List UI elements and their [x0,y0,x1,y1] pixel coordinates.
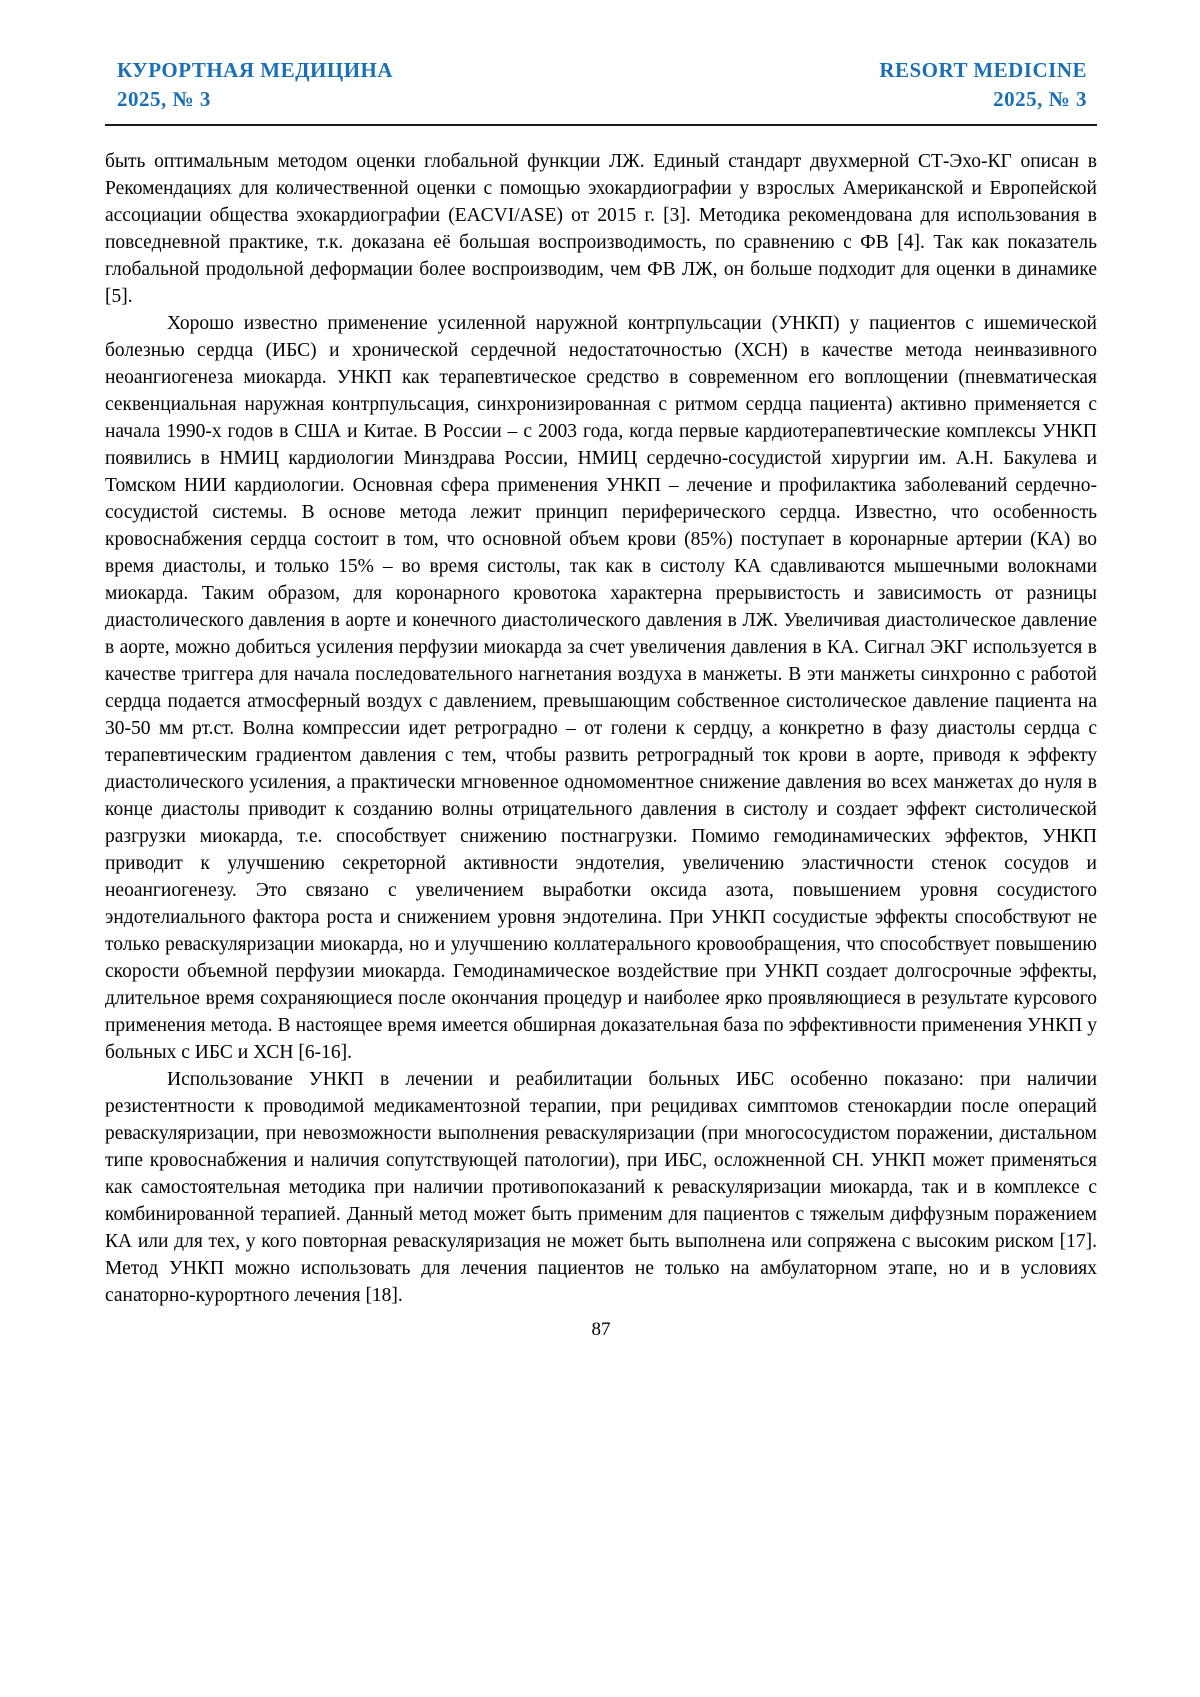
journal-issue-en: 2025, № 3 [993,87,1087,111]
header-right [879,58,1087,112]
journal-title-ru: КУРОРТНАЯ МЕДИЦИНА [117,58,394,82]
article-body [105,148,1097,1309]
journal-title-en: RESORT MEDICINE [879,58,1087,82]
page-number: 87 [591,1319,611,1340]
body-paragraph: быть оптимальным методом оценки глобальной функции ЛЖ. Единый стандарт двухмерной СТ-Эхо-КГ описан в Рекомендациях для количественной оценки с помощью эхокардиографии у взрослых Американской и Европейской ассоциации общества эхокардиографии (EACVI/ASE) от 2015 г. [3]. Методика рекомендована для использования в повседневной практике, т.к. доказана её большая воспроизводимость, по сравнению с ФВ [4]. Так как показатель глобальной продольной деформации более воспроизводим, чем ФВ ЛЖ, он больше подходит для оценки в динамике [5]. [105,151,1097,307]
journal-issue-ru: 2025, № 3 [117,87,211,111]
page-header [105,58,1097,112]
header-divider [105,124,1097,126]
header-left [117,58,393,112]
body-paragraph: Хорошо известно применение усиленной наружной контрпульсации (УНКП) у пациентов с ишемической болезнью сердца (ИБС) и хронической сердечной недостаточностью (ХСН) в качестве метода неинвазивного неоангиогенеза миокарда. УНКП как терапевтическое средство в современном его воплощении (пневматическая секвенциальная наружная контрпульсация, синхронизированная с ритмом сердца пациента) активно применяется с начала 1990-х годов в США и Китае. В России – с 2003 года, когда первые кардиотерапевтические комплексы УНКП появились в НМИЦ кардиологии Минздрава России, НМИЦ сердечно-сосудистой хирургии им. А.Н. Бакулева и Томском НИИ кардиологии. Основная сфера применения УНКП – лечение и профилактика заболеваний сердечно-сосудистой системы. В основе метода лежит принцип периферического сердца. Известно, что особенность кровоснабжения сердца состоит в том, что основной объем крови (85%) поступает в коронарные артерии (КА) во время диастолы, и только 15% – во время систолы, так как в систолу КА сдавливаются мышечными волокнами миокарда. Таким образом, для коронарного кровотока характерна прерывистость и зависимость от разницы диастолического давления в аорте и конечного диастолического давления в ЛЖ. Увеличивая диастолическое давление в аорте, можно добиться усиления перфузии миокарда за счет увеличения давления в КА. Сигнал ЭКГ используется в качестве триггера для начала последовательного нагнетания воздуха в манжеты. В эти манжеты синхронно с работой сердца подается атмосферный воздух с давлением, превышающим собственное систолическое давление пациента на 30-50 мм рт.ст. Волна компрессии идет ретроградно – от голени к сердцу, а конкретно в фазу диастолы сердца с терапевтическим градиентом давления с тем, чтобы развить ретроградный ток крови в аорте, приводя к эффекту диастолического усиления, а практически мгновенное одномоментное снижение давления во всех манжетах до нуля в конце диастолы приводит к созданию волны отрицательного давления в систолу и создает эффект систолической разгрузки миокарда, т.е. способствует снижению постнагрузки. Помимо гемодинамических эффектов, УНКП приводит к улучшению секреторной активности эндотелия, увеличению эластичности стенок сосудов и неоангиогенезу. Это связано с увеличением выработки оксида азота, повышением уровня сосудистого эндотелиального фактора роста и снижением уровня эндотелина. При УНКП сосудистые эффекты способствуют не только реваскуляризации миокарда, но и улучшению коллатерального кровообращения, что способствует повышению скорости объемной перфузии миокарда. Гемодинамическое воздействие при УНКП создает долгосрочные эффекты, длительное время сохраняющиеся после окончания процедур и наиболее ярко проявляющиеся в результате курсового применения метода. В настоящее время имеется обширная доказательная база по эффективности применения УНКП у больных с ИБС и ХСН [6-16]. [105,313,1097,1063]
body-paragraph: Использование УНКП в лечении и реабилитации больных ИБС особенно показано: при наличии резистентности к проводимой медикаментозной терапии, при рецидивах симптомов стенокардии после операций реваскуляризации, при невозможности выполнения реваскуляризации (при многососудистом поражении, дистальном типе кровоснабжения и наличия сопутствующей патологии), при ИБС, осложненной СН. УНКП может применяться как самостоятельная методика при наличии противопоказаний к реваскуляризации миокарда, так и в комплексе с комбинированной терапией. Данный метод может быть применим для пациентов с тяжелым диффузным поражением КА или для тех, у кого повторная реваскуляризация не может быть выполнена или сопряжена с высоким риском [17]. Метод УНКП можно использовать для лечения пациентов не только на амбулаторном этапе, но и в условиях санаторно-курортного лечения [18]. [105,1069,1097,1306]
